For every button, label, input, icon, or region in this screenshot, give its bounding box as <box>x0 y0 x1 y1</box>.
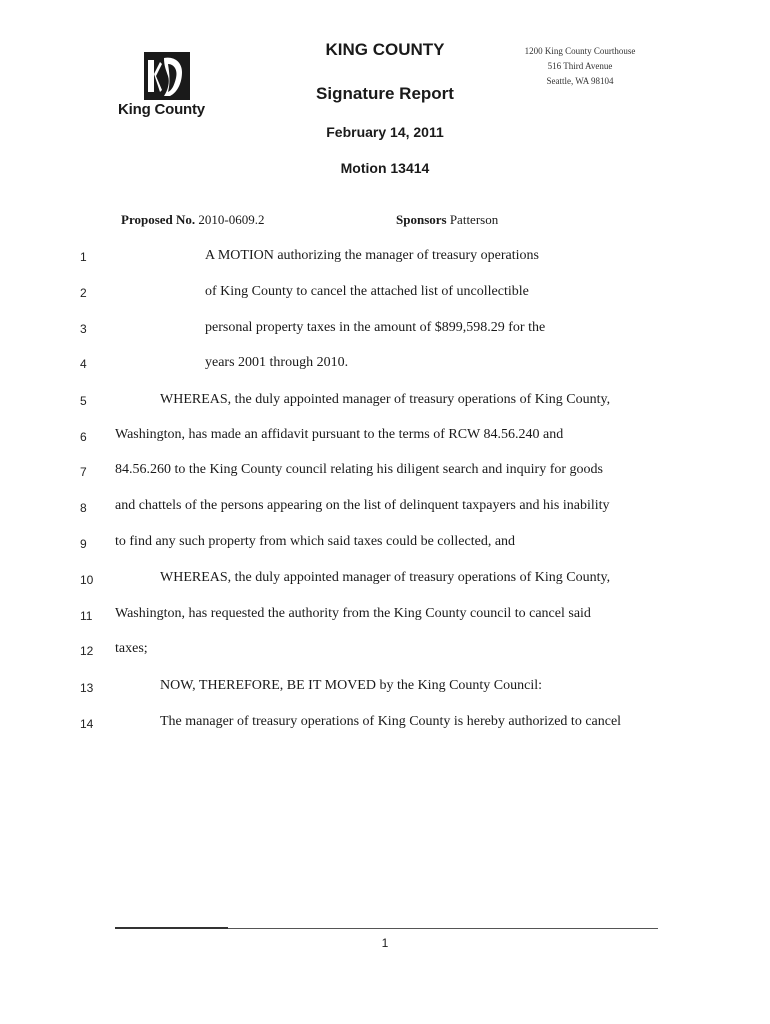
address-line: Seattle, WA 98104 <box>546 76 614 86</box>
body-line: NOW, THEREFORE, BE IT MOVED by the King County Council: <box>160 678 543 693</box>
line-number: 14 <box>80 717 94 731</box>
line-number: 6 <box>80 430 87 444</box>
page-number: 1 <box>381 936 389 950</box>
line-number: 11 <box>80 609 93 623</box>
county-title: KING COUNTY <box>325 40 445 59</box>
body-line: personal property taxes in the amount of $899,598.29 for the <box>205 320 546 335</box>
king-county-logo-icon <box>144 52 190 100</box>
body-line: Washington, has made an affidavit pursuant to the terms of RCW 84.56.240 and <box>115 427 564 442</box>
line-number: 10 <box>80 573 94 587</box>
line-number: 13 <box>80 681 94 695</box>
line-number: 2 <box>80 286 87 300</box>
body-line: A MOTION authorizing the manager of treasury operations <box>205 248 539 263</box>
proposed-number <box>121 212 265 228</box>
body-line: taxes; <box>115 641 148 656</box>
body-line: Washington, has requested the authority from the King County council to cancel said <box>115 606 591 621</box>
address-block <box>510 44 650 89</box>
body-line: The manager of treasury operations of King County is hereby authorized to cancel <box>160 714 622 729</box>
line-number: 1 <box>80 250 87 264</box>
body-line: 84.56.260 to the King County council relating his diligent search and inquiry for goods <box>115 462 603 477</box>
body-line: WHEREAS, the duly appointed manager of treasury operations of King County, <box>160 392 611 407</box>
motion-number: Motion 13414 <box>340 160 430 176</box>
line-number: 7 <box>80 465 87 479</box>
proposed-value: 2010-0609.2 <box>198 212 265 227</box>
sponsors-value: Patterson <box>449 212 499 227</box>
line-number: 9 <box>80 537 87 551</box>
logo-text: King County <box>118 101 205 118</box>
footer-divider-accent <box>115 927 228 929</box>
line-number: 8 <box>80 501 87 515</box>
sponsors <box>396 212 498 228</box>
address-line: 516 Third Avenue <box>547 61 613 71</box>
line-number: 3 <box>80 322 87 336</box>
sponsors-label: Sponsors <box>396 212 447 227</box>
body-line: years 2001 through 2010. <box>205 355 349 370</box>
line-number: 12 <box>80 644 94 658</box>
body-line: WHEREAS, the duly appointed manager of treasury operations of King County, <box>160 570 611 585</box>
line-number: 5 <box>80 394 87 408</box>
body-line: of King County to cancel the attached list of uncollectible <box>205 284 529 299</box>
body-line: to find any such property from which said taxes could be collected, and <box>115 534 516 549</box>
body-line: and chattels of the persons appearing on the list of delinquent taxpayers and his inability <box>115 498 610 513</box>
line-number: 4 <box>80 357 87 371</box>
address-line: 1200 King County Courthouse <box>524 46 636 56</box>
report-title: Signature Report <box>316 84 454 103</box>
proposed-label: Proposed No. <box>121 212 196 227</box>
report-date: February 14, 2011 <box>326 124 444 140</box>
